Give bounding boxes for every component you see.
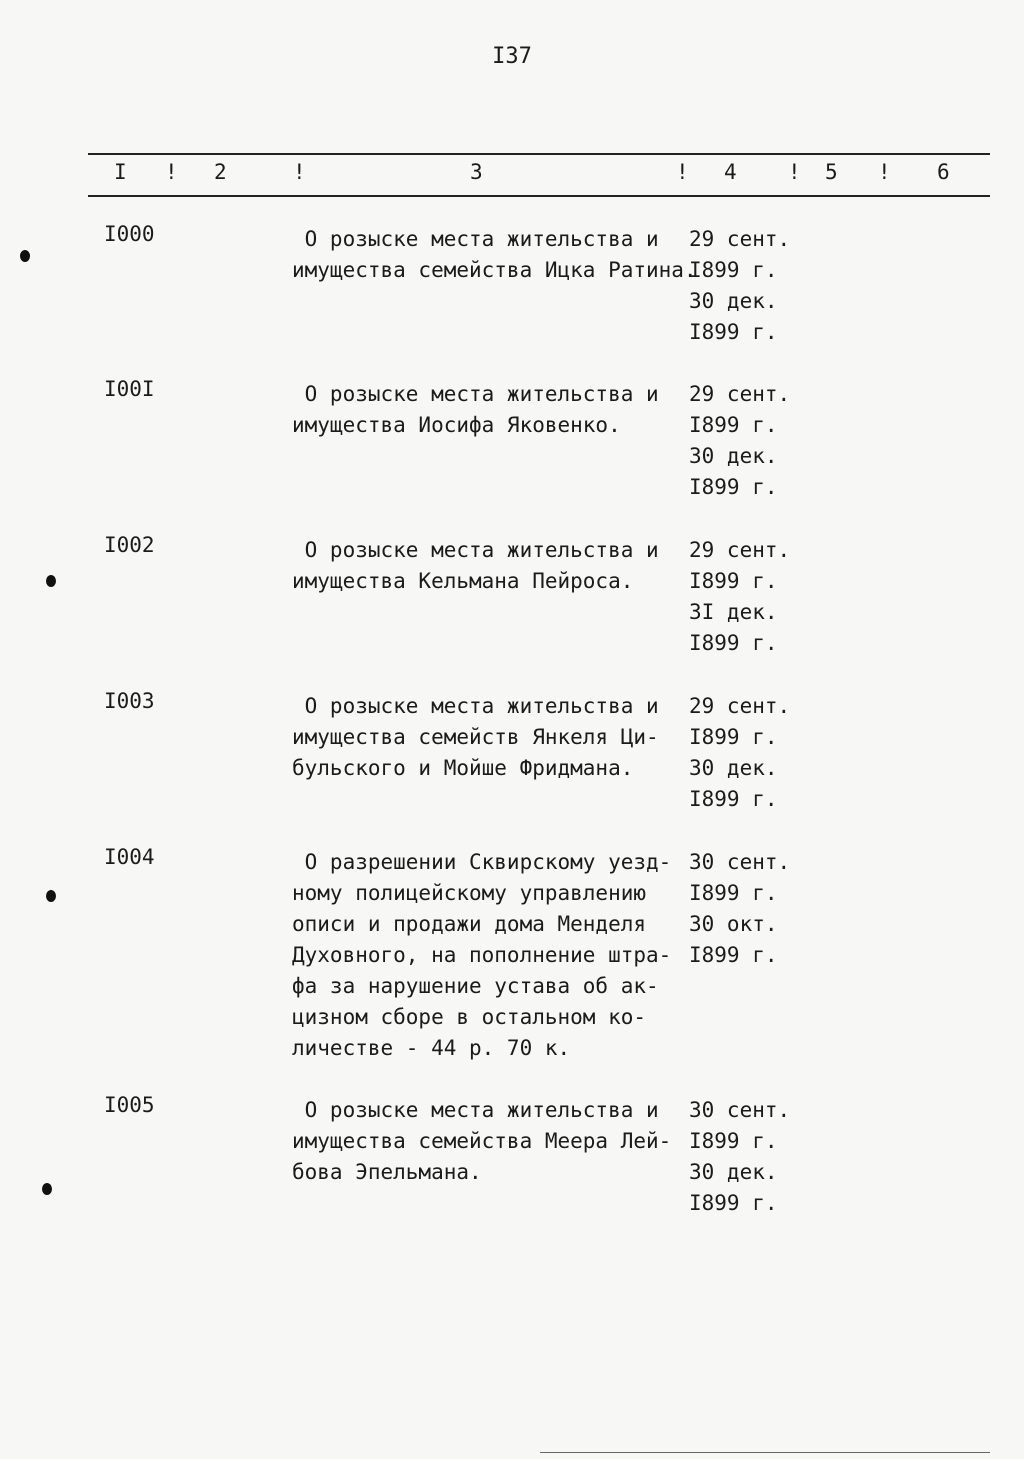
- entry-number: I002: [104, 533, 155, 557]
- entry-number: I00I: [104, 377, 155, 401]
- column-header-5: 5: [825, 160, 838, 184]
- punch-hole-mark: [20, 250, 30, 262]
- column-separator: !: [676, 160, 689, 184]
- entry-description: О розыске места жительства и имущества семейства Меера Лей- бова Эпельмана.: [292, 1098, 672, 1184]
- entry-dates: 29 сент. I899 г. 30 дек. I899 г.: [689, 382, 791, 499]
- footer-rule: [540, 1452, 990, 1453]
- entry-dates: 30 сент. I899 г. 30 окт. I899 г.: [689, 850, 791, 967]
- entry-number: I003: [104, 689, 155, 713]
- table-top-rule: [88, 153, 990, 155]
- entry-dates: 29 сент. I899 г. 3I дек. I899 г.: [689, 538, 791, 655]
- entry-number: I005: [104, 1093, 155, 1117]
- entry-description: О розыске места жительства и имущества семейства Ицка Ратина.: [292, 227, 697, 282]
- table-header-rule: [88, 195, 990, 197]
- entry-number: I000: [104, 222, 155, 246]
- entry-dates: 29 сент. I899 г. 30 дек. I899 г.: [689, 694, 791, 811]
- column-separator: !: [878, 160, 891, 184]
- column-header-2: 2: [214, 160, 227, 184]
- column-header-1: I: [114, 160, 127, 184]
- page-number: I37: [492, 44, 532, 69]
- punch-hole-mark: [46, 890, 56, 902]
- entry-description: О розыске места жительства и имущества семейств Янкеля Ци- бульского и Мойше Фридмана.: [292, 694, 659, 780]
- punch-hole-mark: [42, 1183, 52, 1195]
- column-header-4: 4: [724, 160, 737, 184]
- entry-dates: 30 сент. I899 г. 30 дек. I899 г.: [689, 1098, 791, 1215]
- entry-description: О розыске места жительства и имущества Кельмана Пейроса.: [292, 538, 659, 593]
- entry-number: I004: [104, 845, 155, 869]
- column-separator: !: [165, 160, 178, 184]
- column-header-3: 3: [470, 160, 483, 184]
- column-separator: !: [293, 160, 306, 184]
- entry-dates: 29 сент. I899 г. 30 дек. I899 г.: [689, 227, 791, 344]
- punch-hole-mark: [46, 575, 56, 587]
- entry-description: О розыске места жительства и имущества Иосифа Яковенко.: [292, 382, 659, 437]
- column-separator: !: [788, 160, 801, 184]
- column-header-6: 6: [937, 160, 950, 184]
- entry-description: О разрешении Сквирскому уезд- ному полицейскому управлению описи и продажи дома Менделя Духовного, на пополнение штра- фа за нарушение устава об ак- цизном сборе в остальном ко- личестве - 44 р. 70 к.: [292, 850, 672, 1060]
